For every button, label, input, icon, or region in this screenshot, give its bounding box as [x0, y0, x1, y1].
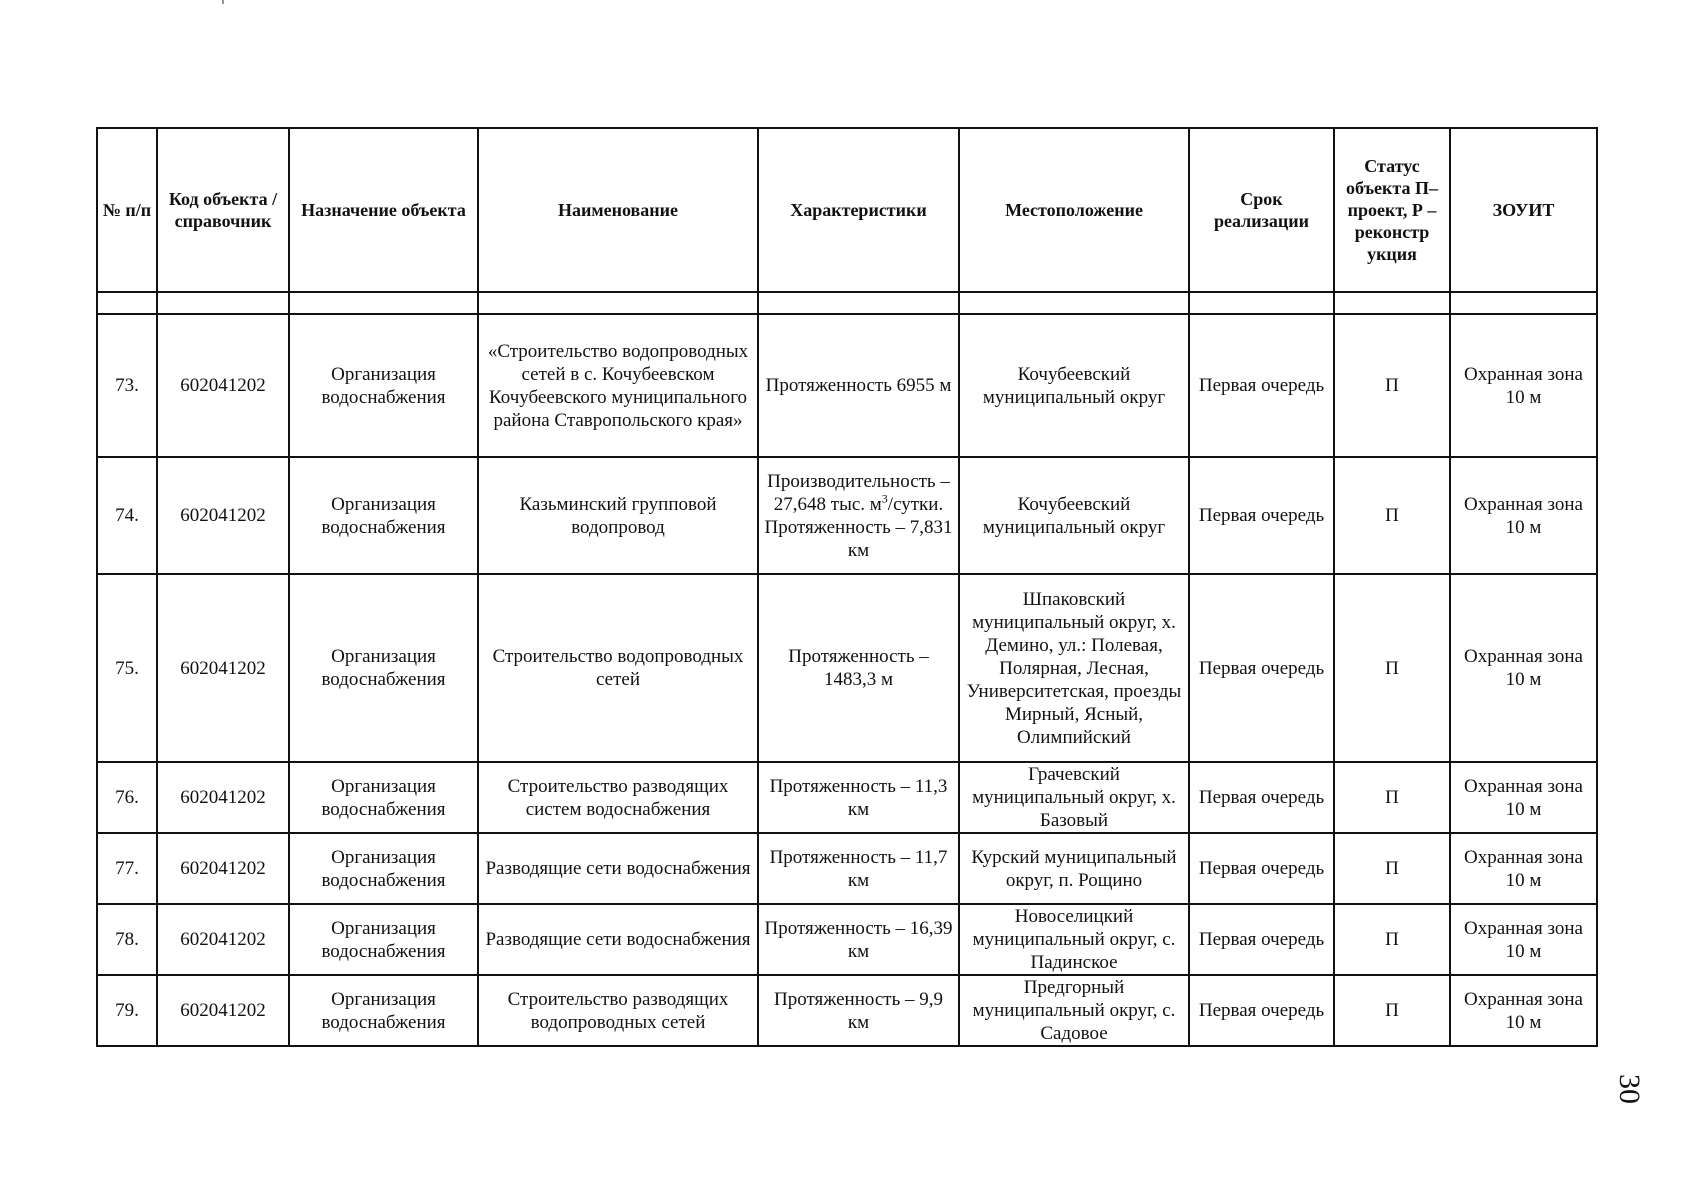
cell-purpose: Организация водоснабжения — [289, 314, 478, 457]
spacer-cell — [758, 292, 959, 314]
table-row — [97, 904, 1597, 975]
cell-characteristics — [758, 457, 959, 574]
table-row — [97, 833, 1597, 904]
spacer-cell — [1189, 292, 1334, 314]
cell-characteristics — [758, 975, 959, 1046]
cell-zone: Охранная зона 10 м — [1450, 457, 1597, 574]
characteristics-text: Протяженность – 1483,3 м — [788, 646, 929, 690]
table-header-row — [97, 128, 1597, 292]
characteristics-text-tail: /сутки. Протяженность – 7,831 км — [764, 493, 953, 561]
spacer-cell — [157, 292, 289, 314]
spacer-cell — [97, 292, 157, 314]
cell-code: 602041202 — [157, 904, 289, 975]
scan-artifact — [222, 0, 224, 4]
cell-characteristics — [758, 904, 959, 975]
cell-term: Первая очередь — [1189, 314, 1334, 457]
characteristics-superscript: 3 — [881, 491, 888, 506]
cell-zone: Охранная зона 10 м — [1450, 833, 1597, 904]
cell-zone: Охранная зона 10 м — [1450, 975, 1597, 1046]
cell-location: Курский муниципальный округ, п. Рощино — [959, 833, 1189, 904]
spacer-cell — [1450, 292, 1597, 314]
cell-purpose: Организация водоснабжения — [289, 833, 478, 904]
cell-status: П — [1334, 457, 1450, 574]
cell-num: 78. — [97, 904, 157, 975]
cell-purpose: Организация водоснабжения — [289, 457, 478, 574]
header-term: Срок реализации — [1189, 128, 1334, 292]
header-spacer-row — [97, 292, 1597, 314]
characteristics-text: Протяженность – 9,9 км — [773, 988, 944, 1033]
cell-location: Грачевский муниципальный округ, х. Базовый — [959, 762, 1189, 833]
spacer-cell — [289, 292, 478, 314]
cell-code: 602041202 — [157, 574, 289, 762]
cell-code: 602041202 — [157, 762, 289, 833]
cell-status: П — [1334, 904, 1450, 975]
characteristics-text: Протяженность – 11,7 км — [769, 846, 948, 891]
cell-term: Первая очередь — [1189, 975, 1334, 1046]
spacer-cell — [478, 292, 758, 314]
cell-purpose: Организация водоснабжения — [289, 904, 478, 975]
table-row — [97, 762, 1597, 833]
cell-code: 602041202 — [157, 833, 289, 904]
spacer-cell — [1334, 292, 1450, 314]
objects-table — [96, 127, 1598, 1047]
cell-term: Первая очередь — [1189, 762, 1334, 833]
header-characteristics: Характеристики — [758, 128, 959, 292]
characteristics-text: Протяженность – 16,39 км — [764, 917, 953, 962]
cell-name: «Строительство водопроводных сетей в с. Кочубеевском Кочубеевского муниципального района Ставропольского края» — [478, 314, 758, 457]
characteristics-text: Производительность – 27,648 тыс. м — [767, 470, 950, 515]
cell-term: Первая очередь — [1189, 904, 1334, 975]
cell-num: 76. — [97, 762, 157, 833]
header-code: Код объекта / справочник — [157, 128, 289, 292]
table-row — [97, 574, 1597, 762]
cell-zone: Охранная зона 10 м — [1450, 762, 1597, 833]
cell-purpose: Организация водоснабжения — [289, 762, 478, 833]
cell-status: П — [1334, 314, 1450, 457]
header-name: Наименование — [478, 128, 758, 292]
cell-name: Строительство водопроводных сетей — [478, 574, 758, 762]
spacer-cell — [959, 292, 1189, 314]
cell-location: Предгорный муниципальный округ, с. Садовое — [959, 975, 1189, 1046]
header-zone: ЗОУИТ — [1450, 128, 1597, 292]
cell-code: 602041202 — [157, 457, 289, 574]
cell-purpose: Организация водоснабжения — [289, 975, 478, 1046]
cell-name: Разводящие сети водоснабжения — [478, 904, 758, 975]
cell-code: 602041202 — [157, 975, 289, 1046]
cell-status: П — [1334, 833, 1450, 904]
cell-name: Разводящие сети водоснабжения — [478, 833, 758, 904]
characteristics-text: Протяженность 6955 м — [765, 375, 952, 396]
cell-location: Шпаковский муниципальный округ, х. Демино, ул.: Полевая, Полярная, Лесная, Университетская, проезды Мирный, Ясный, Олимпийский — [959, 574, 1189, 762]
cell-num: 77. — [97, 833, 157, 904]
cell-num: 75. — [97, 574, 157, 762]
table-row — [97, 314, 1597, 457]
cell-characteristics — [758, 833, 959, 904]
page-number: 30 — [1613, 1074, 1646, 1104]
characteristics-text: Протяженность – 11,3 км — [769, 775, 948, 820]
cell-location: Кочубеевский муниципальный округ — [959, 314, 1189, 457]
table-row — [97, 975, 1597, 1046]
cell-status: П — [1334, 762, 1450, 833]
header-num: № п/п — [97, 128, 157, 292]
cell-zone: Охранная зона 10 м — [1450, 314, 1597, 457]
cell-zone: Охранная зона 10 м — [1450, 904, 1597, 975]
cell-term: Первая очередь — [1189, 574, 1334, 762]
cell-name: Строительство разводящих систем водоснабжения — [478, 762, 758, 833]
cell-zone: Охранная зона 10 м — [1450, 574, 1597, 762]
header-purpose: Назначение объекта — [289, 128, 478, 292]
cell-characteristics — [758, 762, 959, 833]
cell-term: Первая очередь — [1189, 457, 1334, 574]
cell-characteristics — [758, 574, 959, 762]
cell-location: Новоселицкий муниципальный округ, с. Падинское — [959, 904, 1189, 975]
cell-num: 79. — [97, 975, 157, 1046]
cell-purpose: Организация водоснабжения — [289, 574, 478, 762]
table-row — [97, 457, 1597, 574]
cell-num: 74. — [97, 457, 157, 574]
cell-term: Первая очередь — [1189, 833, 1334, 904]
header-location: Местоположение — [959, 128, 1189, 292]
cell-name: Строительство разводящих водопроводных сетей — [478, 975, 758, 1046]
cell-code: 602041202 — [157, 314, 289, 457]
cell-num: 73. — [97, 314, 157, 457]
cell-location: Кочубеевский муниципальный округ — [959, 457, 1189, 574]
cell-status: П — [1334, 574, 1450, 762]
cell-characteristics — [758, 314, 959, 457]
header-status: Статус объекта П– проект, Р – реконстр укция — [1334, 128, 1450, 292]
cell-name: Казьминский групповой водопровод — [478, 457, 758, 574]
cell-status: П — [1334, 975, 1450, 1046]
